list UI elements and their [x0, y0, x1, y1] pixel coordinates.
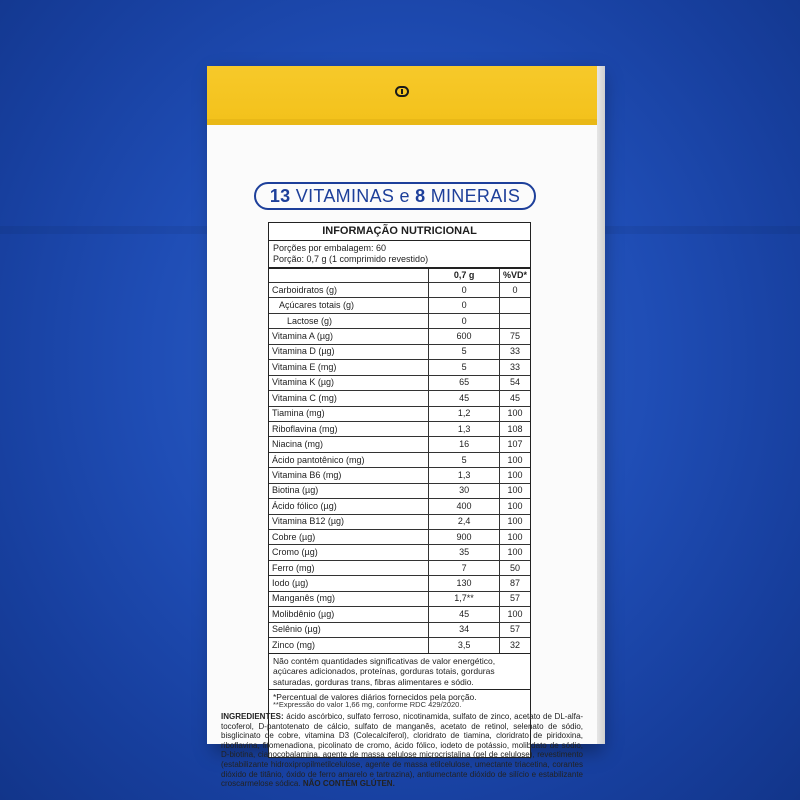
nutrient-name: Vitamina A (µg) [269, 329, 429, 344]
yellow-top-band [207, 66, 597, 119]
nutrient-amount: 0 [429, 298, 500, 313]
nutrient-name: Vitamina C (mg) [269, 391, 429, 406]
nutrient-amount: 400 [429, 499, 500, 514]
nutrient-amount: 34 [429, 622, 500, 637]
serving-size: Porção: 0,7 g (1 comprimido revestido) [273, 254, 429, 264]
nutrient-name: Vitamina B6 (mg) [269, 468, 429, 483]
nutrient-name: Açúcares totais (g) [269, 298, 429, 313]
yellow-band-shadow [207, 119, 597, 125]
nutrient-amount: 65 [429, 375, 500, 390]
nutrition-row [269, 638, 530, 653]
nutrient-name: Vitamina B12 (µg) [269, 514, 429, 529]
nutrient-amount: 0 [429, 313, 500, 328]
nutrient-amount: 1,7** [429, 591, 500, 606]
headline-word-minerals: MINERAIS [425, 185, 521, 206]
header-blank [269, 269, 429, 283]
nutrient-amount: 45 [429, 607, 500, 622]
nutrition-row [269, 406, 530, 421]
nutrition-footnote-manganese: **Expressão do valor 1,66 mg, conforme RDC 429/2020. [273, 700, 462, 709]
nutrient-name: Molibdênio (µg) [269, 607, 429, 622]
nutrient-dv: 33 [499, 360, 530, 375]
nutrient-dv: 54 [499, 375, 530, 390]
nutrition-row [269, 375, 530, 390]
nutrition-row [269, 344, 530, 359]
nutrient-name: Selênio (µg) [269, 622, 429, 637]
nutrient-name: Cobre (µg) [269, 530, 429, 545]
nutrition-row [269, 607, 530, 622]
headline-word-vitamins: VITAMINAS e [290, 185, 416, 206]
nutrient-dv: 57 [499, 622, 530, 637]
nutrition-row [269, 514, 530, 529]
nutrient-name: Cromo (µg) [269, 545, 429, 560]
nutrition-row [269, 576, 530, 591]
nutrient-dv: 0 [499, 283, 530, 298]
nutrition-row [269, 545, 530, 560]
nutrient-amount: 900 [429, 530, 500, 545]
nutrition-row [269, 283, 530, 298]
nutrient-amount: 30 [429, 483, 500, 498]
nutrient-dv: 32 [499, 638, 530, 653]
nutrition-title: INFORMAÇÃO NUTRICIONAL [269, 223, 530, 241]
headline-number-minerals: 8 [415, 185, 426, 206]
brand-logo-icon [395, 86, 409, 97]
nutrient-dv [499, 313, 530, 328]
nutrition-row [269, 499, 530, 514]
nutrient-dv: 108 [499, 421, 530, 436]
nutrient-name: Vitamina E (mg) [269, 360, 429, 375]
nutrient-dv: 100 [499, 406, 530, 421]
nutrient-amount: 3,5 [429, 638, 500, 653]
nutrient-dv: 100 [499, 452, 530, 467]
nutrient-name: Riboflavina (mg) [269, 421, 429, 436]
nutrient-amount: 5 [429, 360, 500, 375]
nutrition-table [269, 269, 530, 653]
nutrient-name: Lactose (g) [269, 313, 429, 328]
ingredients-label: INGREDIENTES: [221, 712, 284, 721]
nutrition-facts-panel [268, 222, 531, 758]
nutrient-dv: 107 [499, 437, 530, 452]
nutrition-row [269, 421, 530, 436]
nutrient-amount: 1,3 [429, 468, 500, 483]
nutrient-amount: 600 [429, 329, 500, 344]
nutrient-name: Biotina (µg) [269, 483, 429, 498]
nutrient-name: Iodo (µg) [269, 576, 429, 591]
nutrient-amount: 130 [429, 576, 500, 591]
nutrition-header-row [269, 269, 530, 283]
nutrient-amount: 16 [429, 437, 500, 452]
nutrient-amount: 45 [429, 391, 500, 406]
nutrient-amount: 5 [429, 452, 500, 467]
nutrient-amount: 7 [429, 560, 500, 575]
nutrient-name: Ácido pantotênico (mg) [269, 452, 429, 467]
headline-number-vitamins: 13 [269, 185, 291, 206]
ingredients-list: ácido ascórbico, sulfato ferroso, nicotinamida, sulfato de zinco, acetato de DL-alfa-tocoferol, D-pantotenato de cálcio, sulfato de manganês, acetato de retinol, selenato de sódio, bisglicinato de cobre, vitamina D3 (Colecalciferol), cloridrato de tiamina, cloridrato de piridoxina, riboflavina, fitomenadiona, picolinato de cromo, ácido fólico, iodeto de potássio, molibdato de sódio, D-biotina, cianocobalamina, agente de massa celulose microcristalina (gel de celulose), revestimento (estabilizante hidroxipropilmetilcelulose, agente de massa etilcelulose, umectante triacetina, corantes dióxido de titânio, óxido de ferro amarelo e tartrazina), antiumectante dióxido de silício e estabilizante croscarmelose sódica. [221, 712, 583, 789]
serving-info [269, 241, 530, 269]
nutrient-dv: 100 [499, 607, 530, 622]
nutrient-dv: 100 [499, 499, 530, 514]
nutrient-dv: 100 [499, 530, 530, 545]
nutrition-row [269, 452, 530, 467]
header-amount: 0,7 g [429, 269, 500, 283]
nutrient-dv: 100 [499, 468, 530, 483]
servings-per-package: Porções por embalagem: 60 [273, 243, 387, 253]
ingredients-text [221, 712, 583, 789]
nutrient-name: Niacina (mg) [269, 437, 429, 452]
nutrition-row [269, 437, 530, 452]
nutrition-row [269, 298, 530, 313]
nutrient-amount: 35 [429, 545, 500, 560]
nutrient-name: Ácido fólico (µg) [269, 499, 429, 514]
nutrient-name: Ferro (mg) [269, 560, 429, 575]
nutrition-row [269, 483, 530, 498]
nutrient-dv: 75 [499, 329, 530, 344]
nutrient-dv: 45 [499, 391, 530, 406]
headline-pill [254, 182, 536, 210]
nutrient-amount: 2,4 [429, 514, 500, 529]
nutrient-name: Carboidratos (g) [269, 283, 429, 298]
nutrition-row [269, 560, 530, 575]
nutrient-name: Vitamina K (µg) [269, 375, 429, 390]
nutrition-footnote-nutrients: Não contém quantidades significativas de valor energético, açúcares adicionados, proteínas, gorduras totais, gorduras saturadas, gorduras trans, fibras alimentares e sódio. [269, 653, 530, 690]
product-box [207, 66, 597, 789]
nutrient-amount: 0 [429, 283, 500, 298]
nutrient-name: Zinco (mg) [269, 638, 429, 653]
nutrient-name: Manganês (mg) [269, 591, 429, 606]
nutrition-row [269, 468, 530, 483]
nutrient-dv [499, 298, 530, 313]
nutrition-row [269, 391, 530, 406]
nutrient-amount: 5 [429, 344, 500, 359]
nutrient-dv: 100 [499, 545, 530, 560]
box-side-edge [597, 66, 605, 744]
nutrition-row [269, 313, 530, 328]
nutrient-name: Vitamina D (µg) [269, 344, 429, 359]
nutrient-dv: 57 [499, 591, 530, 606]
nutrition-row [269, 622, 530, 637]
nutrition-row [269, 530, 530, 545]
nutrient-dv: 100 [499, 483, 530, 498]
nutrient-dv: 33 [499, 344, 530, 359]
nutrient-dv: 87 [499, 576, 530, 591]
nutrient-dv: 100 [499, 514, 530, 529]
gluten-warning: NÃO CONTÉM GLÚTEN. [302, 779, 395, 789]
nutrient-amount: 1,2 [429, 406, 500, 421]
nutrition-row [269, 360, 530, 375]
nutrient-name: Tiamina (mg) [269, 406, 429, 421]
nutrient-dv: 50 [499, 560, 530, 575]
nutrition-row [269, 591, 530, 606]
nutrition-footnote-dv: *Percentual de valores diários fornecidos pela porção. [269, 689, 530, 705]
header-dv: %VD* [502, 270, 527, 280]
nutrient-amount: 1,3 [429, 421, 500, 436]
nutrition-row [269, 329, 530, 344]
